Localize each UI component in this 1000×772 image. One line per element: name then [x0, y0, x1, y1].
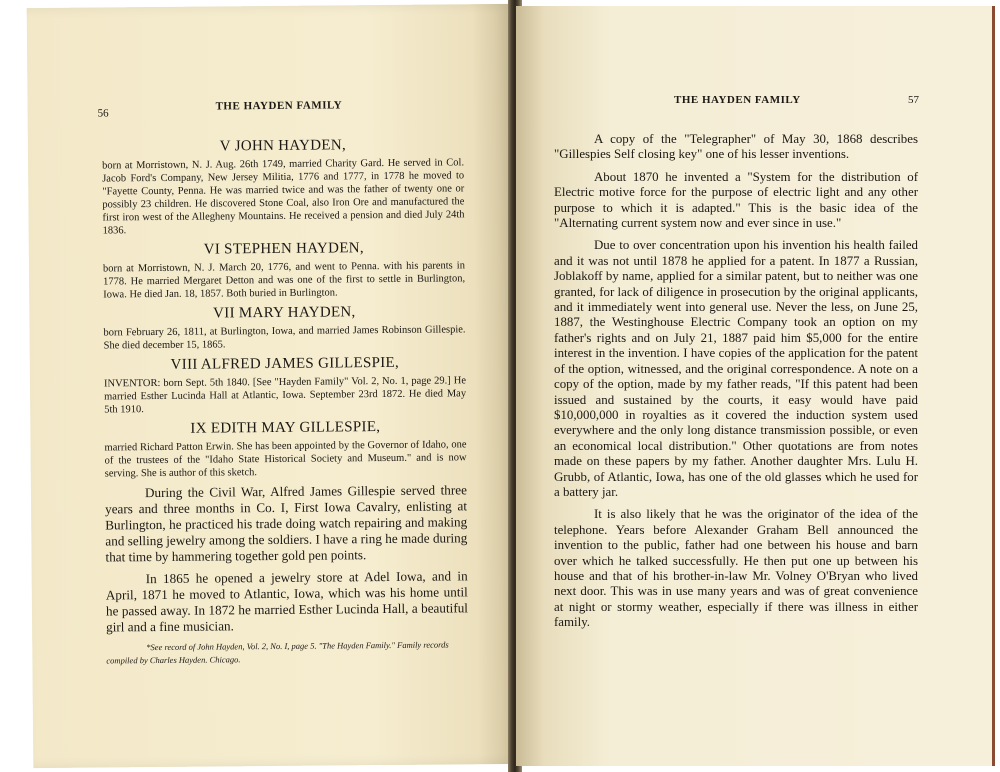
- body-paragraph: Due to over concentration upon his invention his health failed and it was not until 1878 he applied for a patent. In 1877 a Russian, Joblakoff by name, applied for a similar patent, but to neither was one granted, for lack of diligence in prosecution by the original applicants, and it immediately went into general use. Never the less, on June 25, 1887, the Westinghouse Electric Company took an option on my father's rights and on July 21, 1887 paid him $5,000 for the entire interest in the invention. I have copies of the application for the patent of the option, witnessed, and the original correspondence. A note on a copy of the option, made by my father reads, "If this patent had been issued and sustained by the courts, it easy would have paid $10,000,000 in royalties as it covered the induction system used everywhere and the only long distance transmission possible, or even an economical local distribution." Other quotations are from notes made on these papers by my father. Another daughter Mrs. Lulu H. Grubb, of Atlantic, Iowa, has one of the old glasses which he used for a battery jar.: [554, 238, 918, 499]
- right-column: [554, 132, 918, 638]
- left-page: [27, 4, 518, 768]
- page-number: 57: [908, 94, 919, 106]
- entry-text: married Richard Patton Erwin. She has been appointed by the Governor of Idaho, one of the trustees of the "Idaho State Historical Society and Museum." and is now serving. She is author of this sketch.: [104, 439, 467, 480]
- body-paragraph: About 1870 he invented a "System for the distribution of Electric motive force for the purpose of electric light and any other purpose to which it is adapted." This is the basic idea of the "Alternating current system now and ever since in use.": [554, 169, 918, 231]
- right-page: [516, 6, 995, 766]
- body-paragraph: During the Civil War, Alfred James Gillespie served three years and three months in Co. I, First Iowa Cavalry, enlisting at Burlington, he practiced his trade doing watch repairing and making and selling jewelry among the soldiers. I have a ring he made during that time by hammering together gold pen points.: [105, 482, 468, 565]
- body-paragraph: In 1865 he opened a jewelry store at Adel Iowa, and in April, 1871 he moved to Atlantic, Iowa, which was his home until he passed away. In 1872 he married Esther Lucinda Hall, a beautiful girl and a fine musician.: [105, 568, 469, 635]
- body-paragraph: It is also likely that he was the originator of the idea of the telephone. Years before Alexander Graham Bell announced the invention to the public, father had one between his house and barn over which he talked successfully. He then put one up between his house and that of his brother-in-law Mr. Volney O'Bryan who lived next door. This was in use many years and was of great convenience at night or stormy weather, especially if there was illness in either family.: [554, 507, 918, 630]
- body-paragraph: A copy of the "Telegrapher" of May 30, 1868 describes "Gillespies Self closing key" one of his lesser inventions.: [554, 132, 918, 162]
- entry-heading: V JOHN HAYDEN,: [219, 137, 347, 155]
- running-head: THE HAYDEN FAMILY: [215, 99, 343, 113]
- footnote: *See record of John Hayden, Vol. 2, No. I, page 5. "The Hayden Family." Family records compiled by Charles Hayden. Chicago.: [106, 639, 449, 666]
- entry-text: born February 26, 1811, at Burlington, Iowa, and married James Robinson Gillespie. She died december 15, 1865.: [103, 324, 466, 352]
- entry-heading: VI STEPHEN HAYDEN,: [203, 240, 364, 258]
- left-column: [102, 136, 469, 667]
- entry-text: INVENTOR: born Sept. 5th 1840. [See "Hayden Family" Vol. 2, No. 1, page 29.] He married Esther Lucinda Hall at Atlantic, Iowa. September 23rd 1872. He died May 5th 1910.: [103, 375, 467, 416]
- entry-heading: VII MARY HAYDEN,: [213, 304, 356, 322]
- entry-text: born at Morristown, N. J. Aug. 26th 1749, married Charity Gard. He served in Col. Jacob Ford's Company, New Jersey Militia, 1776 and 1777, in 1778 he moved to "Fayette County, Penna. He was married twice and was the father of twenty one or possibly 23 children. He discovered Stone Coal, also Iron Ore and manufactured the first iron west of the Allegheny Mountains. He received a pension and died July 24th 1836.: [102, 157, 465, 237]
- entry-text: born at Morristown, N. J. March 20, 1776, and went to Penna. with his parents in 1778. He married Mergaret Detton and was one of the first to settle in Burlington, Iowa. He died Jan. 18, 1857. Both buried in Burlington.: [102, 260, 466, 301]
- entry-heading: IX EDITH MAY GILLESPIE,: [190, 419, 381, 437]
- page-number: 56: [97, 107, 109, 120]
- entry-heading: VIII ALFRED JAMES GILLESPIE,: [170, 354, 400, 373]
- running-head: THE HAYDEN FAMILY: [674, 94, 801, 106]
